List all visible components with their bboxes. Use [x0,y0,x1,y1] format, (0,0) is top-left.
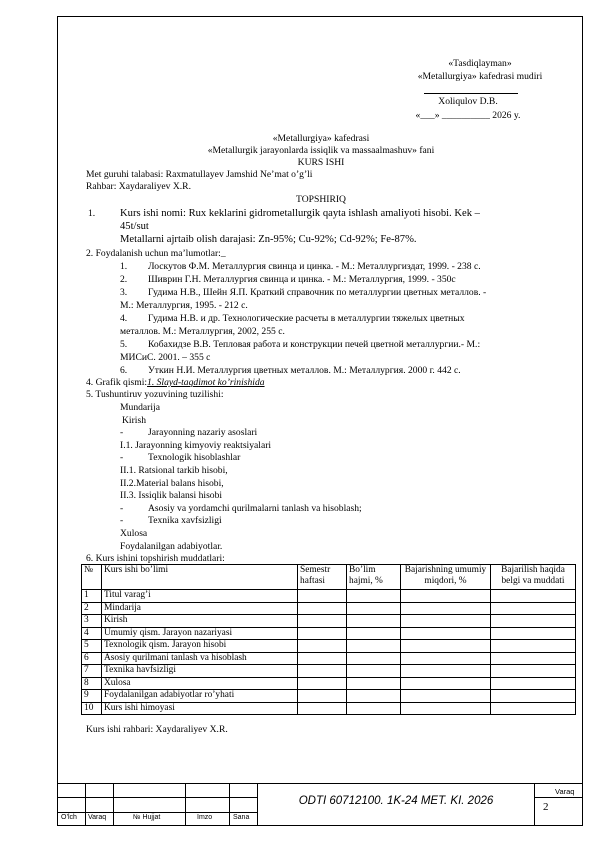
item6-label: 6. Kurs ishini topshirish muddatlari: [86,553,225,564]
item2-label: 2. Foydalanish uchun ma’lumotlar:_ [86,248,226,259]
row-cell [298,665,347,678]
item1-number: 1. [88,208,96,219]
row-number: 3 [82,615,102,628]
task-title: TOPSHIRIQ [296,194,346,205]
col-header-week: Semestr haftasi [298,565,347,590]
item4-value: 1. Slayd-taqdimot ko’rinishida [147,377,265,388]
row-cell [491,602,576,615]
subject-name: «Metallurgik jarayonlarda issiqlik va massaalmashuv» fani [207,145,435,156]
row-cell [491,652,576,665]
table-row [82,702,576,715]
supervisor-signature-line: Kurs ishi rahbari: Xaydaraliyev X.R. [86,724,228,735]
reference-text: Кобахидзе В.В. Тепловая работа и конструкции печей цветной металлургии.- М.: [148,339,481,350]
row-section: Umumiy qism. Jarayon nazariyasi [102,627,298,640]
sheet-number: 2 [543,801,549,813]
reference-text: металлов. М.: Металлургия, 2002, 255 с. [120,326,285,337]
structure-item: II.3. Issiqlik balansi hisobi [120,490,223,502]
col-header-num: № [82,565,102,590]
approval-date: «___» __________ 2026 y. [415,110,521,121]
structure-bullet: - [120,502,124,514]
approval-dept-head: «Metallurgiya» kafedrasi mudiri [417,71,543,82]
row-cell [298,690,347,703]
row-cell [298,677,347,690]
sheet-label: Varaq [555,787,575,796]
row-cell [491,690,576,703]
reference-text: Лоскутов Ф.М. Металлургия свинца и цинка. - М.: Металлургиздат, 1999. - 238 с. [148,261,481,272]
schedule-table [81,564,576,715]
row-number: 7 [82,665,102,678]
row-cell [401,615,491,628]
item4-label: 4. Grafik qismi: [86,377,148,388]
stamp-col-olch: O’lch [61,814,77,821]
row-number: 2 [82,602,102,615]
reference-number: 2. [120,274,128,285]
row-cell [401,627,491,640]
structure-bullet: - [120,452,124,464]
col-header-total: Bajarishning umumiy miqdori, % [401,565,491,590]
structure-item: II.2.Material balans hisobi, [120,477,224,489]
reference-number: 4. [120,313,128,324]
row-number: 10 [82,702,102,715]
row-cell [298,602,347,615]
stamp-col-sana: Sana [233,814,250,821]
approval-title: «Tasdiqlayman» [448,58,512,69]
stamp-col-hujjat: № Hujjat [133,814,161,821]
reference-text: Гудима Н.В., Шейн Я.П. Краткий справочник по металлургии цветных металлов. - [148,287,487,298]
row-cell [401,602,491,615]
row-cell [347,702,401,715]
row-cell [491,702,576,715]
row-section: Kurs ishi himoyasi [102,702,298,715]
student-line: Met guruhi talabasi: Raxmatullayev Jamshid Ne’mat o’g’li [86,169,313,180]
row-number: 4 [82,627,102,640]
structure-item: Jarayonning nazariy asoslari [148,427,258,439]
row-cell [401,677,491,690]
col-header-mark: Bajarilish haqida belgi va muddati [491,565,576,590]
reference-number: 6. [120,365,128,376]
work-type: KURS ISHI [297,157,345,168]
row-cell [401,590,491,603]
row-cell [298,640,347,653]
row-cell [298,627,347,640]
stamp-col-varaq: Varaq [88,814,107,821]
table-row [82,627,576,640]
row-section: Asosiy qurilmani tanlash va hisoblash [102,652,298,665]
approval-name: Xoliqulov D.B. [438,96,498,107]
table-row [82,690,576,703]
row-cell [491,590,576,603]
document-code: ODTI 60712100. 1K-24 MET. KI. 2026 [298,795,494,807]
col-header-volume: Bo’lim hajmi, % [347,565,401,590]
row-cell [347,677,401,690]
structure-item: Mundarija [120,402,160,413]
structure-item: Xulosa [120,528,148,539]
table-row [82,640,576,653]
row-cell [491,665,576,678]
table-row [82,590,576,603]
row-cell [347,615,401,628]
reference-text: Гудима Н.В. и др. Технологические расчеты в металлургии тяжелых цветных [148,313,465,324]
table-row [82,602,576,615]
table-row [82,665,576,678]
structure-item: Kirish [122,414,146,426]
structure-item: I.1. Jarayonning kimyoviy reaktsiyalari [120,439,272,451]
table-header-row [82,565,576,590]
title-block [57,783,583,826]
row-cell [298,652,347,665]
item1-line1: Kurs ishi nomi: Rux keklarini gidrometallurgik qayta ishlash amaliyoti hisobi. Kek – [120,208,480,219]
row-cell [347,590,401,603]
item5-label: 5. Tushuntiruv yozuvining tuzilishi: [86,389,224,400]
item1-line2: 45t/sut [120,221,149,232]
row-cell [491,615,576,628]
row-cell [491,677,576,690]
reference-text: МИСиС. 2001. – 355 с [120,352,211,363]
structure-item: Asosiy va yordamchi qurilmalarni tanlash va hisoblash; [148,502,362,514]
structure-item: Foydalanilgan adabiyotlar. [120,540,223,552]
row-cell [401,652,491,665]
row-section: Mindarija [102,602,298,615]
reference-number: 5. [120,339,128,350]
table-row [82,615,576,628]
row-cell [347,640,401,653]
row-number: 1 [82,590,102,603]
structure-bullet: - [120,427,124,439]
row-cell [401,665,491,678]
reference-text: Уткин Н.И. Металлургия цветных металлов. М.: Металлургия. 2000 г. 442 с. [148,365,461,376]
row-number: 8 [82,677,102,690]
reference-number: 3. [120,287,128,298]
reference-number: 1. [120,261,128,272]
col-header-section: Kurs ishi bo’limi [102,565,298,590]
row-section: Titul varag’i [102,590,298,603]
row-section: Foydalanilgan adabiyotlar ro’yhati [102,690,298,703]
row-cell [298,702,347,715]
row-number: 5 [82,640,102,653]
structure-item: Texnologik hisoblashlar [148,452,241,464]
item4-line [86,377,265,389]
row-cell [401,640,491,653]
stamp-col-imzo: Imzo [197,814,213,821]
row-cell [347,627,401,640]
row-cell [347,652,401,665]
structure-item: II.1. Ratsional tarkib hisobi, [120,465,228,476]
row-cell [491,627,576,640]
table-row [82,652,576,665]
table-row [82,677,576,690]
reference-text: М.: Металлургия, 1995. - 212 с. [120,300,248,311]
row-cell [347,665,401,678]
structure-item: Texnika xavfsizligi [148,515,222,527]
row-cell [347,690,401,703]
row-section: Texnika havfsizligi [102,665,298,678]
row-section: Texnologik qism. Jarayon hisobi [102,640,298,653]
row-number: 6 [82,652,102,665]
approval-signature-line [424,93,518,94]
row-cell [298,615,347,628]
row-section: Kirish [102,615,298,628]
row-number: 9 [82,690,102,703]
dept-name: «Metallurgiya» kafedrasi [272,133,370,144]
item1-line3: Metallarni ajrtaib olish darajasi: Zn-95%; Cu-92%; Cd-92%; Fe-87%. [120,234,417,245]
structure-bullet: - [120,515,124,527]
row-cell [401,702,491,715]
supervisor-line: Rahbar: Xaydaraliyev X.R. [86,181,191,192]
row-cell [298,590,347,603]
row-cell [491,640,576,653]
row-cell [347,602,401,615]
row-section: Xulosa [102,677,298,690]
reference-text: Шиврин Г.Н. Металлургия свинца и цинка. - М.: Металлургия, 1999. - 350с [148,274,456,285]
row-cell [401,690,491,703]
